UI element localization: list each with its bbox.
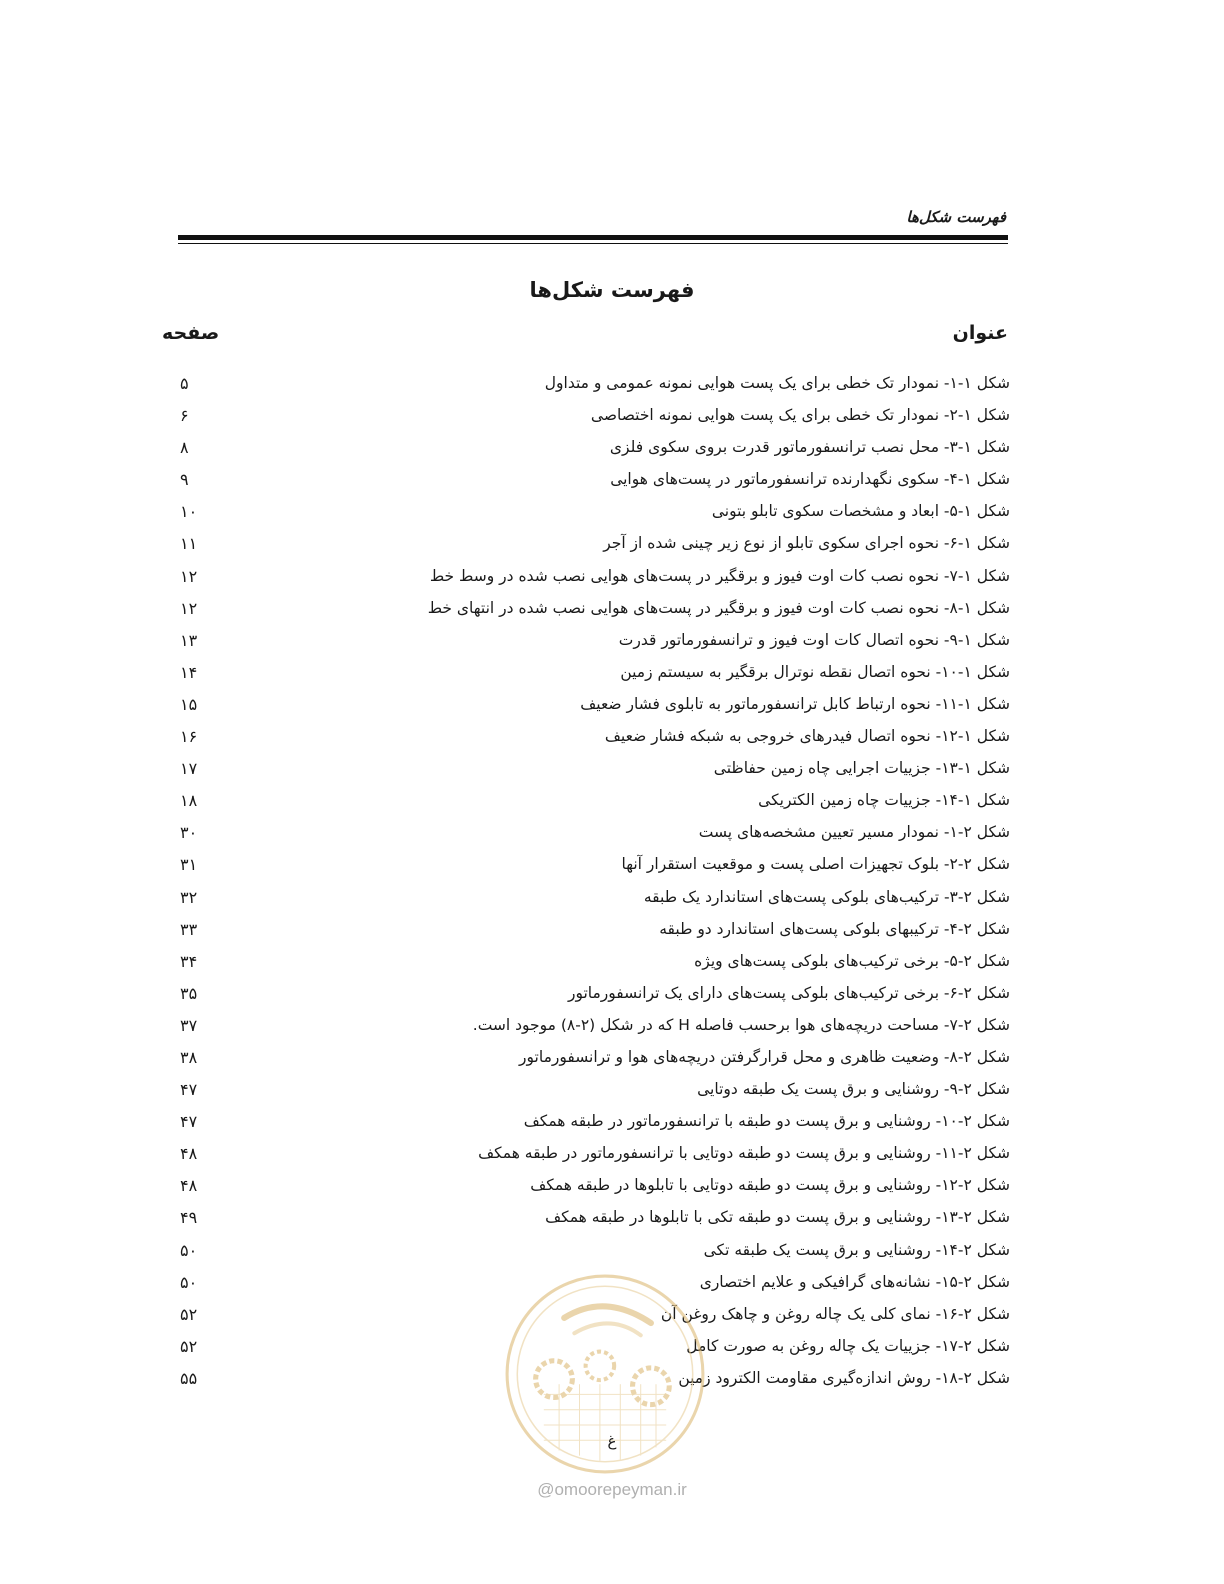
list-item <box>160 1303 1010 1335</box>
figure-page-number: ۱۲ <box>180 566 198 586</box>
figure-title: شکل ۲-۷- مساحت دریچه‌های هوا برحسب فاصله H که در شکل (۲-۸) موجود است. <box>472 1015 1010 1034</box>
figure-title: شکل ۱-۷- نحوه نصب کات اوت فیوز و برقگیر در پست‌های هوایی نصب شده در وسط خط <box>429 566 1010 585</box>
list-item <box>160 853 1010 885</box>
list-item <box>160 1271 1010 1303</box>
figure-page-number: ۵۵ <box>180 1368 198 1388</box>
figure-title: شکل ۱-۱۰- نحوه اتصال نقطه نوترال برقگیر به سیستم زمین <box>620 662 1010 681</box>
figure-title: شکل ۲-۶- برخی ترکیب‌های بلوکی پست‌های دارای یک ترانسفورماتور <box>567 983 1010 1002</box>
list-title: فهرست شکل‌ها <box>529 278 695 302</box>
column-header-page: صفحه <box>162 322 220 344</box>
list-item <box>160 597 1010 629</box>
figure-page-number: ۵۲ <box>180 1336 198 1356</box>
list-item <box>160 1367 1010 1399</box>
list-item <box>160 1174 1010 1206</box>
figure-title: شکل ۲-۱۳- روشنایی و برق پست دو طبقه تکی با تابلوها در طبقه همکف <box>545 1208 1010 1227</box>
figure-title: شکل ۱-۲- نمودار تک خطی برای یک پست هوایی نمونه اختصاصی <box>590 406 1010 425</box>
list-item <box>160 725 1010 757</box>
header-rule-thick <box>178 235 1008 240</box>
figure-page-number: ۱۴ <box>180 662 198 682</box>
list-item <box>160 886 1010 918</box>
list-item <box>160 1014 1010 1046</box>
figure-title: شکل ۱-۵- ابعاد و مشخصات سکوی تابلو بتونی <box>711 502 1010 521</box>
list-item <box>160 468 1010 500</box>
list-item <box>160 950 1010 982</box>
figure-title: شکل ۲-۸- وضعیت ظاهری و محل قرارگرفتن دریچه‌های هوا و ترانسفورماتور <box>519 1047 1010 1066</box>
figure-page-number: ۳۷ <box>180 1015 198 1035</box>
figure-page-number: ۱۰ <box>180 502 198 522</box>
figure-page-number: ۱۳ <box>180 630 198 650</box>
figure-title: شکل ۲-۱۶- نمای کلی یک چاله روغن و چاهک روغن آن <box>660 1304 1010 1323</box>
figure-page-number: ۳۳ <box>180 919 198 939</box>
figure-page-number: ۵۲ <box>180 1304 198 1324</box>
figure-title: شکل ۱-۸- نحوه نصب کات اوت فیوز و برقگیر در پست‌های هوایی نصب شده در انتهای خط <box>427 598 1010 617</box>
page-number: غ <box>607 1432 617 1450</box>
figure-page-number: ۳۴ <box>180 951 198 971</box>
column-header-title: عنوان <box>952 322 1008 344</box>
figure-page-number: ۸ <box>180 438 189 458</box>
running-header: فهرست شکل‌ها <box>906 208 1006 226</box>
figure-title: شکل ۲-۲- بلوک تجهیزات اصلی پست و موقعیت استقرار آنها <box>621 855 1010 874</box>
figure-title: شکل ۲-۱۲- روشنایی و برق پست دو طبقه دوتایی با تابلوها در طبقه همکف <box>530 1176 1010 1195</box>
figure-page-number: ۶ <box>180 406 189 426</box>
figure-title: شکل ۱-۱۳- جزییات اجرایی چاه زمین حفاظتی <box>713 759 1010 778</box>
figure-title: شکل ۲-۱۷- جزییات یک چاله روغن به صورت کامل <box>686 1336 1010 1355</box>
figure-page-number: ۳۰ <box>180 823 198 843</box>
figure-page-number: ۳۱ <box>180 855 198 875</box>
list-item <box>160 1110 1010 1142</box>
figure-page-number: ۵۰ <box>180 1272 198 1292</box>
list-item <box>160 565 1010 597</box>
figure-page-number: ۵۰ <box>180 1240 198 1260</box>
figure-page-number: ۳۲ <box>180 887 198 907</box>
list-item <box>160 1142 1010 1174</box>
figure-page-number: ۴۸ <box>180 1144 198 1164</box>
figure-title: شکل ۲-۱- نمودار مسیر تعیین مشخصه‌های پست <box>698 823 1010 842</box>
list-item <box>160 436 1010 468</box>
figure-page-number: ۱۵ <box>180 694 198 714</box>
figure-title: شکل ۱-۶- نحوه اجرای سکوی تابلو از نوع زیر چینی شده از آجر <box>603 534 1010 553</box>
figure-title: شکل ۲-۱۵- نشانه‌های گرافیکی و علایم اختصاری <box>699 1272 1010 1291</box>
figure-list <box>160 372 1010 1399</box>
figure-title: شکل ۱-۴- سکوی نگهدارنده ترانسفورماتور در پست‌های هوایی <box>610 470 1010 489</box>
figure-title: شکل ۱-۹- نحوه اتصال کات اوت فیوز و ترانسفورماتور قدرت <box>618 630 1010 649</box>
list-item <box>160 1078 1010 1110</box>
figure-title: شکل ۲-۱۰- روشنایی و برق پست دو طبقه با ترانسفورماتور در طبقه همکف <box>523 1112 1010 1131</box>
figure-page-number: ۱۸ <box>180 791 198 811</box>
list-item <box>160 693 1010 725</box>
figure-page-number: ۴۷ <box>180 1112 198 1132</box>
list-item <box>160 500 1010 532</box>
figure-page-number: ۱۱ <box>180 534 198 554</box>
figure-page-number: ۴۷ <box>180 1080 198 1100</box>
figure-page-number: ۹ <box>180 470 189 490</box>
list-item <box>160 404 1010 436</box>
figure-title: شکل ۲-۱۴- روشنایی و برق پست یک طبقه تکی <box>703 1240 1010 1259</box>
list-item <box>160 661 1010 693</box>
figure-title: شکل ۲-۳- ترکیب‌های بلوکی پست‌های استاندارد یک طبقه <box>643 887 1010 906</box>
list-item <box>160 1239 1010 1271</box>
list-item <box>160 757 1010 789</box>
figure-title: شکل ۱-۱۲- نحوه اتصال فیدرهای خروجی به شبکه فشار ضعیف <box>604 727 1010 746</box>
figure-title: شکل ۱-۳- محل نصب ترانسفورماتور قدرت بروی سکوی فلزی <box>609 438 1010 457</box>
list-item <box>160 982 1010 1014</box>
figure-title: شکل ۱-۱۴- جزییات چاه زمین الکتریکی <box>758 791 1010 810</box>
figure-title: شکل ۱-۱۱- نحوه ارتباط کابل ترانسفورماتور به تابلوی فشار ضعیف <box>580 694 1010 713</box>
figure-title: شکل ۲-۵- برخی ترکیب‌های بلوکی پست‌های ویژه <box>694 951 1010 970</box>
figure-title: شکل ۱-۱- نمودار تک خطی برای یک پست هوایی نمونه عمومی و متداول <box>544 374 1010 392</box>
list-item <box>160 532 1010 564</box>
figure-page-number: ۱۲ <box>180 598 198 618</box>
header-rule-thin <box>178 243 1008 244</box>
figure-page-number: ۱۷ <box>180 759 198 779</box>
figure-title: شکل ۲-۹- روشنایی و برق پست یک طبقه دوتایی <box>697 1080 1010 1099</box>
list-item <box>160 789 1010 821</box>
figure-page-number: ۵ <box>180 374 189 393</box>
figure-page-number: ۴۸ <box>180 1176 198 1196</box>
list-item <box>160 1206 1010 1238</box>
figure-title: شکل ۲-۱۱- روشنایی و برق پست دو طبقه دوتایی با ترانسفورماتور در طبقه همکف <box>478 1144 1010 1163</box>
figure-title: شکل ۲-۴- ترکیبهای بلوکی پست‌های استاندارد دو طبقه <box>659 919 1010 938</box>
figure-page-number: ۴۹ <box>180 1208 198 1228</box>
list-item <box>160 918 1010 950</box>
list-item <box>160 821 1010 853</box>
figure-page-number: ۳۸ <box>180 1047 198 1067</box>
list-item <box>160 629 1010 661</box>
figure-title: شکل ۲-۱۸- روش اندازه‌گیری مقاومت الکترود زمین <box>678 1368 1010 1387</box>
list-item <box>160 1335 1010 1367</box>
figure-page-number: ۳۵ <box>180 983 198 1003</box>
list-item <box>160 372 1010 404</box>
list-item <box>160 1046 1010 1078</box>
figure-page-number: ۱۶ <box>180 727 198 747</box>
watermark-url: @omoorepeyman.ir <box>537 1480 687 1499</box>
